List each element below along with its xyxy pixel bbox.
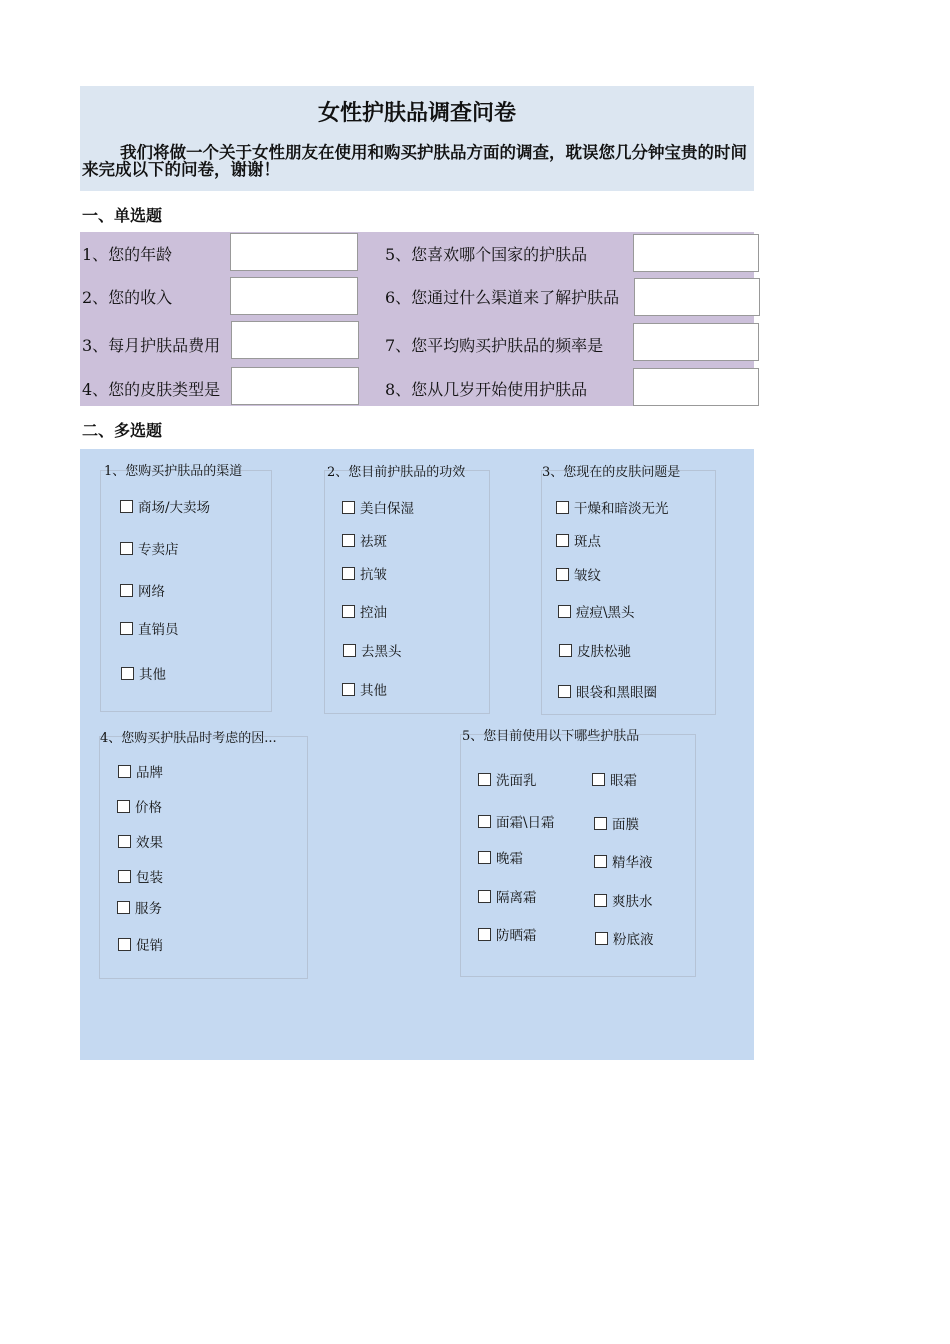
option[interactable]: 效果	[118, 831, 163, 851]
checkbox[interactable]	[118, 938, 131, 951]
option[interactable]: 斑点	[556, 530, 601, 550]
option[interactable]: 眼袋和黑眼圈	[558, 681, 657, 701]
checkbox[interactable]	[120, 500, 133, 513]
checkbox[interactable]	[343, 644, 356, 657]
checkbox[interactable]	[556, 534, 569, 547]
group-title: 3、您现在的皮肤问题是	[542, 465, 681, 480]
checkbox[interactable]	[342, 683, 355, 696]
question-age: 1、您的年龄	[82, 245, 173, 264]
option[interactable]: 商场/大卖场	[120, 496, 210, 516]
option[interactable]: 网络	[120, 580, 165, 600]
option[interactable]: 专卖店	[120, 538, 179, 558]
checkbox[interactable]	[594, 817, 607, 830]
answer-skin-type[interactable]	[231, 367, 359, 405]
option[interactable]: 防晒霜	[478, 924, 537, 944]
checkbox[interactable]	[118, 765, 131, 778]
checkbox[interactable]	[120, 622, 133, 635]
checkbox[interactable]	[117, 800, 130, 813]
option[interactable]: 去黑头	[343, 640, 402, 660]
checkbox[interactable]	[342, 567, 355, 580]
option[interactable]: 其他	[121, 663, 166, 683]
checkbox[interactable]	[595, 932, 608, 945]
option[interactable]: 面霜\日霜	[478, 811, 555, 831]
checkbox[interactable]	[594, 855, 607, 868]
option[interactable]: 抗皱	[342, 563, 387, 583]
option[interactable]: 隔离霜	[478, 886, 537, 906]
option[interactable]: 价格	[117, 796, 162, 816]
checkbox[interactable]	[121, 667, 134, 680]
survey-header	[80, 86, 754, 191]
answer-monthly-cost[interactable]	[231, 321, 359, 359]
section-single-title: 一、单选题	[82, 206, 163, 225]
option[interactable]: 其他	[342, 679, 387, 699]
option[interactable]: 眼霜	[592, 769, 637, 789]
option[interactable]: 服务	[117, 897, 162, 917]
option[interactable]: 晚霜	[478, 847, 523, 867]
checkbox[interactable]	[594, 894, 607, 907]
checkbox[interactable]	[556, 568, 569, 581]
option[interactable]: 皱纹	[556, 564, 601, 584]
option[interactable]: 洗面乳	[478, 769, 537, 789]
group-title: 2、您目前护肤品的功效	[327, 465, 466, 480]
checkbox[interactable]	[118, 870, 131, 883]
checkbox[interactable]	[120, 584, 133, 597]
checkbox[interactable]	[559, 644, 572, 657]
option[interactable]: 爽肤水	[594, 890, 653, 910]
question-start-age: 8、您从几岁开始使用护肤品	[385, 380, 588, 399]
question-income: 2、您的收入	[82, 288, 173, 307]
checkbox[interactable]	[342, 501, 355, 514]
option[interactable]: 干燥和暗淡无光	[556, 497, 669, 517]
checkbox[interactable]	[558, 685, 571, 698]
question-monthly-cost: 3、每月护肤品费用	[82, 336, 221, 355]
option[interactable]: 直销员	[120, 618, 179, 638]
group-title: 4、您购买护肤品时考虑的因...	[100, 731, 277, 746]
group-title: 5、您目前使用以下哪些护肤品	[462, 729, 640, 744]
survey-intro: 我们将做一个关于女性朋友在使用和购买护肤品方面的调查，耽误您几分钟宝贵的时间来完成以下的问卷，谢谢！	[82, 143, 747, 179]
checkbox[interactable]	[120, 542, 133, 555]
option[interactable]: 精华液	[594, 851, 653, 871]
option[interactable]: 痘痘\黑头	[558, 601, 635, 621]
option[interactable]: 祛斑	[342, 530, 387, 550]
checkbox[interactable]	[117, 901, 130, 914]
answer-age[interactable]	[230, 233, 358, 271]
answer-channel[interactable]	[634, 278, 760, 316]
answer-frequency[interactable]	[633, 323, 759, 361]
checkbox[interactable]	[478, 773, 491, 786]
question-channel: 6、您通过什么渠道来了解护肤品	[385, 288, 620, 307]
question-frequency: 7、您平均购买护肤品的频率是	[385, 336, 604, 355]
option[interactable]: 粉底液	[595, 928, 654, 948]
option[interactable]: 控油	[342, 601, 387, 621]
option[interactable]: 促销	[118, 934, 163, 954]
checkbox[interactable]	[556, 501, 569, 514]
checkbox[interactable]	[558, 605, 571, 618]
option[interactable]: 皮肤松驰	[559, 640, 631, 660]
checkbox[interactable]	[592, 773, 605, 786]
option[interactable]: 面膜	[594, 813, 639, 833]
answer-income[interactable]	[230, 277, 358, 315]
checkbox[interactable]	[478, 815, 491, 828]
option[interactable]: 美白保湿	[342, 497, 414, 517]
checkbox[interactable]	[478, 890, 491, 903]
checkbox[interactable]	[342, 534, 355, 547]
answer-start-age[interactable]	[633, 368, 759, 406]
section-multi-title: 二、多选题	[82, 421, 163, 440]
checkbox[interactable]	[118, 835, 131, 848]
checkbox[interactable]	[342, 605, 355, 618]
checkbox[interactable]	[478, 851, 491, 864]
question-country: 5、您喜欢哪个国家的护肤品	[385, 245, 588, 264]
question-skin-type: 4、您的皮肤类型是	[82, 380, 221, 399]
survey-title: 女性护肤品调查问卷	[317, 100, 516, 126]
checkbox[interactable]	[478, 928, 491, 941]
group-title: 1、您购买护肤品的渠道	[104, 464, 243, 479]
answer-country[interactable]	[633, 234, 759, 272]
option[interactable]: 品牌	[118, 761, 163, 781]
option[interactable]: 包装	[118, 866, 163, 886]
